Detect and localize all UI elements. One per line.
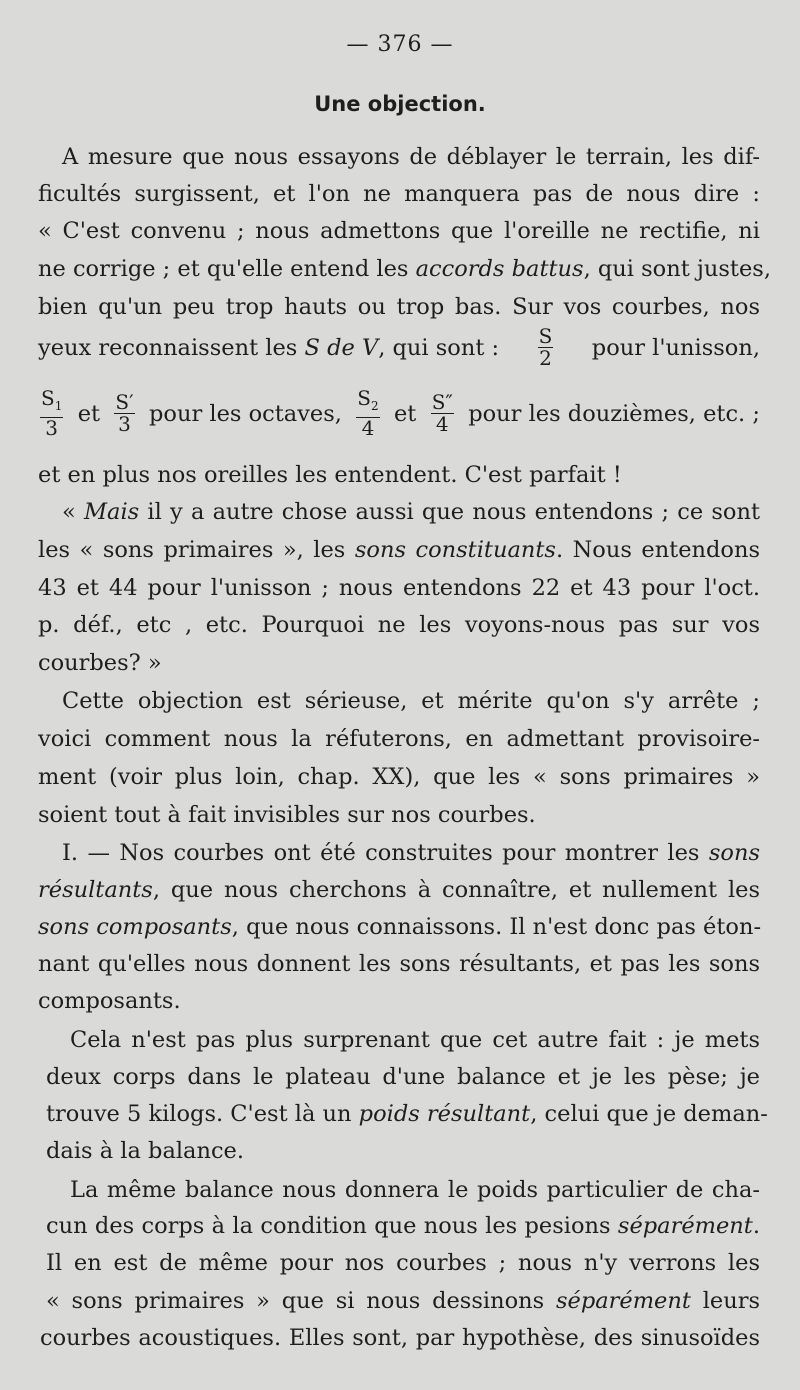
- text-line: « Mais il y a autre chose aussi que nous entendons ; ce sont: [62, 499, 761, 525]
- fraction-s-over-2: $\frac{S}{2}$: [538, 324, 553, 370]
- section-heading: Une objection.: [314, 92, 486, 116]
- text-line: A mesure que nous essayons de déblayer le terrain, les dif-: [62, 144, 760, 170]
- fraction-s1-over-3: $\frac{S_1}{3}$: [41, 386, 63, 440]
- text-line: cun des corps à la condition que nous les pesions séparément.: [46, 1213, 760, 1239]
- text-line: résultants, que nous cherchons à connaître, et nullement les: [38, 877, 760, 903]
- text-line: sons composants, que nous connaissons. Il n'est donc pas éton-: [38, 914, 762, 940]
- fraction-s-double-prime-over-4: $\frac{S''}{4}$: [431, 390, 453, 436]
- page-number: — 376 —: [346, 32, 454, 57]
- text-line: « C'est convenu ; nous admettons que l'oreille ne rectifie, ni: [38, 218, 760, 244]
- text-line: nant qu'elles nous donnent les sons résultants, et pas les sons: [38, 951, 760, 977]
- text-line: 43 et 44 pour l'unisson ; nous entendons 22 et 43 pour l'oct.: [38, 575, 760, 601]
- text-line: ment (voir plus loin, chap. XX), que les « sons primaires »: [38, 764, 760, 790]
- text-line: et en plus nos oreilles les entendent. C'est parfait !: [38, 462, 622, 488]
- text-line: courbes? »: [38, 650, 162, 676]
- fraction-s2-over-4: $\frac{S_2}{4}$: [357, 386, 379, 440]
- text-line: composants.: [38, 988, 181, 1014]
- text-line: trouve 5 kilogs. C'est là un poids résultant, celui que je deman-: [46, 1101, 768, 1127]
- text-line: dais à la balance.: [46, 1138, 245, 1164]
- text-line: Cette objection est sérieuse, et mérite qu'on s'y arrête ;: [62, 688, 760, 714]
- text-line: I. — Nos courbes ont été construites pour montrer les sons: [62, 840, 760, 866]
- text-line: bien qu'un peu trop hauts ou trop bas. Sur vos courbes, nos: [38, 294, 760, 320]
- text-line: voici comment nous la réfuterons, en admettant provisoire-: [38, 726, 760, 752]
- text-line: Il en est de même pour nos courbes ; nous n'y verrons les: [46, 1250, 760, 1276]
- fraction-s-prime-over-3: $\frac{S'}{3}$: [115, 390, 134, 436]
- text-line: ne corrige ; et qu'elle entend les accords battus, qui sont justes,: [38, 256, 771, 282]
- text-line: ficultés surgissent, et l'on ne manquera pas de nous dire :: [38, 181, 760, 207]
- text-line: deux corps dans le plateau d'une balance et je les pèse; je: [46, 1064, 760, 1090]
- text-line: soient tout à fait invisibles sur nos courbes.: [38, 802, 536, 828]
- text-line: Cela n'est pas plus surprenant que cet autre fait : je mets: [70, 1027, 760, 1053]
- text-line: La même balance nous donnera le poids particulier de cha-: [70, 1177, 760, 1203]
- text-line: les « sons primaires », les sons constituants. Nous entendons: [38, 537, 761, 563]
- text-line-fraction: yeux reconnaissent les S de V, qui sont : $\frac{S}{2}$ pour l'unisson,: [38, 324, 760, 370]
- text-line: « sons primaires » que si nous dessinons séparément leurs: [46, 1288, 761, 1314]
- text-line: courbes acoustiques. Elles sont, par hypothèse, des sinusoïdes: [40, 1325, 760, 1351]
- text-line-fractions: $\frac{S_1}{3}$ et $\frac{S'}{3}$ pour les octaves, $\frac{S_2}{4}$ et $\frac{S''}{4}$ pour les douzièmes, etc. ;: [41, 386, 760, 440]
- text-line: p. déf., etc , etc. Pourquoi ne les voyons-nous pas sur vos: [38, 612, 760, 638]
